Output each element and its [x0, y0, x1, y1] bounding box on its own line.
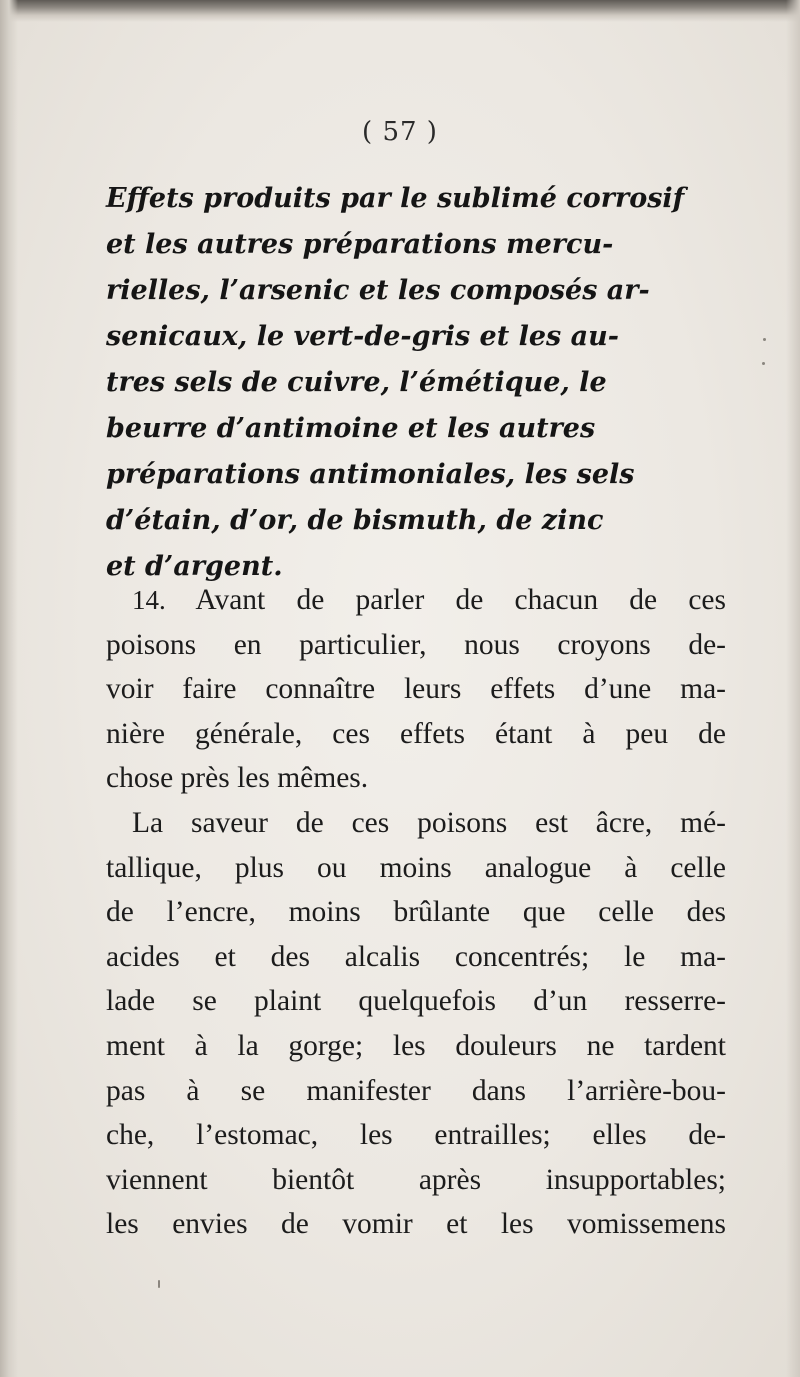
paper-speck	[762, 362, 765, 365]
body-line: nière générale, ces effets étant à peu de	[106, 717, 726, 750]
page-left-edge	[0, 0, 18, 1377]
body-line: Avant de parler de chacun de ces	[195, 584, 727, 616]
body-line: tallique, plus ou moins analogue à celle	[106, 851, 726, 884]
body-line: viennent bientôt après insupportables;	[106, 1163, 726, 1196]
body-line: poisons en particulier, nous croyons de-	[106, 628, 726, 661]
body-line: acides et des alcalis concentrés; le ma-	[106, 940, 726, 973]
body-line: lade se plaint quelquefois d’un resserre-	[106, 985, 726, 1018]
body-line: pas à se manifester dans l’arrière-bou-	[106, 1074, 726, 1107]
section-heading	[106, 176, 728, 590]
heading-line: et d’argent.	[106, 551, 283, 582]
page-number: ( 57 )	[362, 117, 438, 147]
body-text	[106, 578, 726, 1247]
body-line: La saveur de ces poisons est âcre, mé-	[132, 806, 726, 839]
body-line: che, l’estomac, les entrailles; elles de-	[106, 1119, 726, 1152]
heading-line: Effets produits par le sublimé corrosif	[106, 183, 685, 214]
paper-speck	[763, 338, 766, 341]
body-line: chose près les mêmes.	[106, 762, 369, 795]
heading-line: rielles, l’arsenic et les composés ar-	[106, 275, 650, 306]
body-line: les envies de vomir et les vomissemens	[106, 1208, 726, 1241]
heading-line: beurre d’antimoine et les autres	[106, 413, 596, 444]
heading-line: et les autres préparations mercu-	[106, 229, 614, 260]
page-top-shadow	[0, 0, 800, 22]
heading-line: préparations antimoniales, les sels	[106, 459, 635, 490]
page-right-edge	[786, 0, 800, 1377]
heading-line: d’étain, d’or, de bismuth, de zinc	[106, 505, 604, 536]
paper-speck	[158, 1280, 160, 1288]
paragraph-number: 14.	[132, 585, 166, 615]
heading-line: tres sels de cuivre, l’émétique, le	[106, 367, 607, 398]
body-line: de l’encre, moins brûlante que celle des	[106, 896, 726, 929]
heading-line: senicaux, le vert-de-gris et les au-	[106, 321, 619, 352]
body-line: voir faire connaître leurs effets d’une ma-	[106, 673, 726, 706]
body-line: ment à la gorge; les douleurs ne tardent	[106, 1029, 726, 1062]
body-line-first	[106, 578, 726, 623]
